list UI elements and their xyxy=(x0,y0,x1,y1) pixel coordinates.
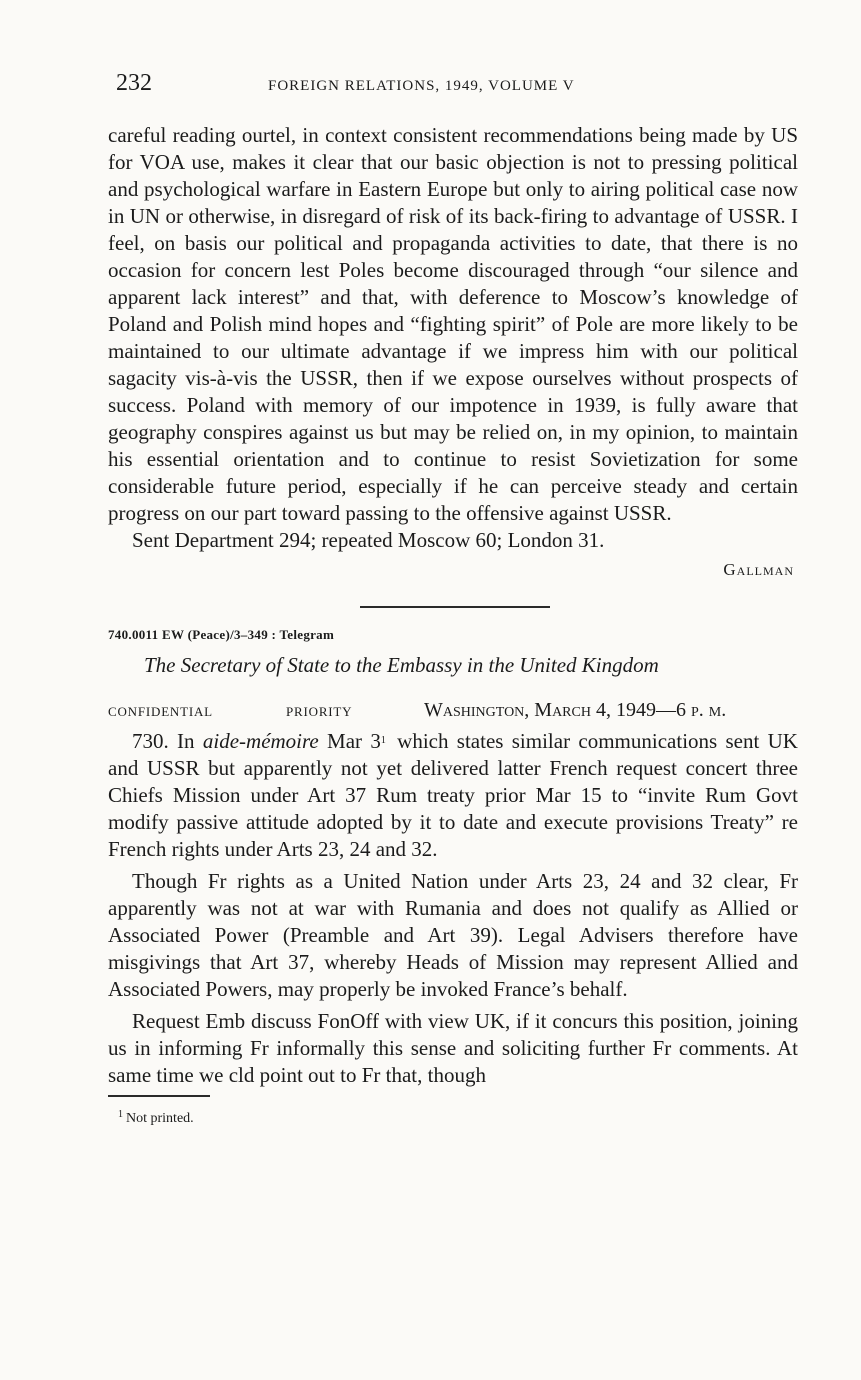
file-reference: 740.0011 EW (Peace)/3–349 : Telegram xyxy=(108,627,335,642)
footnote-divider xyxy=(108,1095,210,1097)
document-page xyxy=(108,70,798,1127)
footnote-text: Not printed. xyxy=(126,1110,194,1126)
telegram-paragraph-3: Request Emb discuss FonOff with view UK, if it concurs this position, joining us in informing Fr informally this sense and soliciting further Fr comments. At same time we cld point out to Fr that, though xyxy=(108,1009,798,1087)
priority: PRIORITY xyxy=(286,704,353,719)
classification: CONFIDENTIAL xyxy=(108,704,213,719)
para-1-start: 730. In xyxy=(132,729,203,753)
telegram-paragraph-2: Though Fr rights as a United Nation under Arts 23, 24 and 32 clear, Fr apparently was not at war with Rumania and does not qualify as Allied or Associated Power (Preamble and Art 39). Legal Advisers therefore have misgivings that Art 37, whereby Heads of Mission may represent Allied and Associated Powers, may properly be invoked France’s behalf. xyxy=(108,869,798,1001)
footnote-reference: 1 xyxy=(380,735,386,746)
running-head: FOREIGN RELATIONS, 1949, VOLUME V xyxy=(268,78,575,94)
section-divider xyxy=(360,606,550,608)
place-date: Washington, March 4, 1949—6 p. m. xyxy=(424,699,727,721)
para-1-mid: Mar 3 xyxy=(318,729,381,753)
page-header xyxy=(108,70,798,100)
signature: Gallman xyxy=(723,560,794,579)
telegram-paragraph-1 xyxy=(108,727,798,863)
distribution-line: Sent Department 294; repeated Moscow 60; London 31. xyxy=(132,528,605,552)
continued-paragraph: careful reading ourtel, in context consistent recommendations being made by US for VOA use, makes it clear that our basic objection is not to pressing political and psychological warfare in Eastern Europe but only to airing political case now in UN or otherwise, in disregard of risk of its back-firing to advantage of USSR. I feel, on basis our political and propaganda activities to date, that there is no occasion for concern lest Poles become discouraged through “our silence and apparent lack interest” and that, with deference to Moscow’s knowledge of Poland and Polish mind hopes and “fighting spirit” of Pole are more likely to be maintained to our ultimate advantage if we impress him with our political sagacity vis-à-vis the USSR, then if we expose ourselves without prospects of success. Poland with memory of our impotence in 1939, is fully aware that geography conspires against us but may be relied on, in my opinion, to maintain his essential orientation and to continue to resist Sovietization for some considerable future period, especially if he can perceive steady and certain progress on our part toward passing to the offensive against USSR. xyxy=(108,123,798,525)
aide-memoire-term: aide-mémoire xyxy=(202,729,319,753)
footnote-mark: 1 xyxy=(118,1108,123,1120)
dateline xyxy=(108,699,798,727)
page-number: 232 xyxy=(116,70,152,96)
para-1-rest: which states similar communications sent UK and USSR but apparently not yet delivered latter French request concert three Chiefs Mission under Art 37 Rum treaty prior Mar 15 to “invite Rum Govt modify passive attitude adopted by it to date and execute provisions Treaty” re French rights under Arts 23, 24 and 32. xyxy=(108,729,798,861)
footnote xyxy=(108,1109,798,1127)
document-title: The Secretary of State to the Embassy in the United Kingdom xyxy=(144,653,659,677)
